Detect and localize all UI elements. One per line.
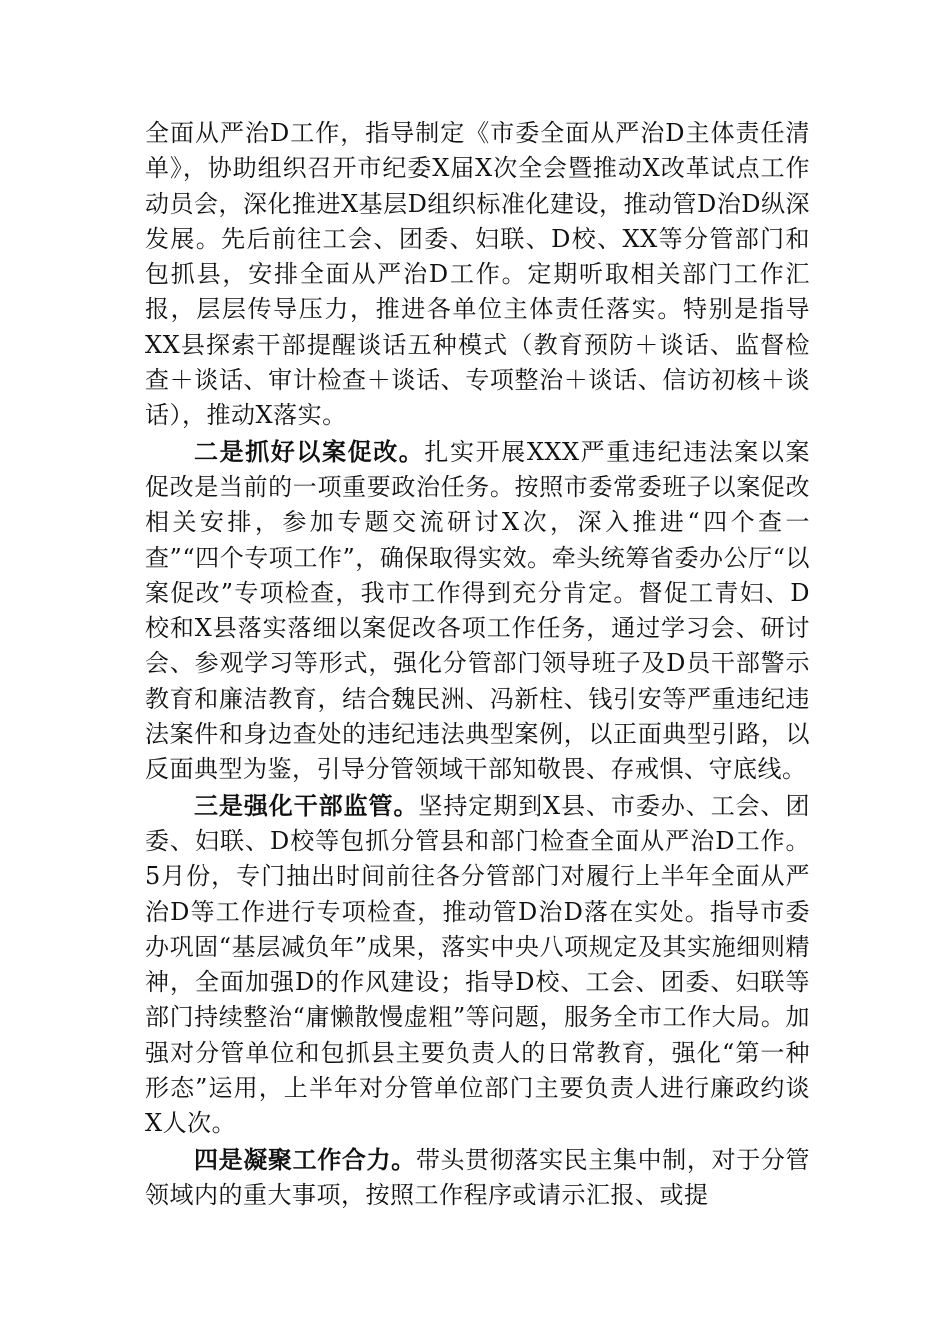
- document-page: [145, 116, 810, 1213]
- paragraph-text: 全面从严治D工作，指导制定《市委全面从严治D主体责任清单》，协助组织召开市纪委X届X次全会暨推动X改革试点工作动员会，深化推进X基层D组织标准化建设，推动管D治D纵深发展。先后前往工会、团委、妇联、D校、XX等分管部门和包抓县，安排全面从严治D工作。定期听取相关部门工作汇报，层层传导压力，推进各单位主体责任落实。特别是指导XX县探索干部提醒谈话五种模式（教育预防＋谈话、监督检查＋谈话、审计检查＋谈话、专项整治＋谈话、信访初核＋谈话），推动X落实。: [145, 119, 810, 430]
- paragraph-text: 坚持定期到X县、市委办、工会、团委、妇联、D校等包抓分管县和部门检查全面从严治D工作。5月份，专门抽出时间前往各分管部门对履行上半年全面从严治D等工作进行专项检查，推动管D治D落在实处。指导市委办巩固“基层减负年”成果，落实中央八项规定及其实施细则精神，全面加强D的作风建设；指导D校、工会、团委、妇联等部门持续整治“庸懒散慢虚粗”等问题，服务全市工作大局。加强对分管单位和包抓县主要负责人的日常教育，强化“第一种形态”运用，上半年对分管单位部门主要负责人进行廉政约谈X人次。: [145, 791, 810, 1138]
- paragraph-heading: 四是凝聚工作合力。: [194, 1144, 416, 1174]
- paragraph-text: 扎实开展XXX严重违纪违法案以案促改是当前的一项重要政治任务。按照市委常委班子以案促改相关安排，参加专题交流研讨X次，深入推进“四个查一查”“四个专项工作”，确保取得实效。牵头统筹省委办公厅“以案促改”专项检查，我市工作得到充分肯定。督促工青妇、D校和X县落实落细以案促改各项工作任务，通过学习会、研讨会、参观学习等形式，强化分管部门领导班子及D员干部警示教育和廉洁教育，结合魏民洲、冯新柱、钱引安等严重违纪违法案件和身边查处的违纪违法典型案例，以正面典型引路，以反面典型为鉴，引导分管领域干部知敬畏、存戒惧、守底线。: [145, 437, 810, 784]
- paragraph-text: 带头贯彻落实民主集中制，对于分管领域内的重大事项，按照工作程序或请示汇报、或提: [145, 1145, 810, 1209]
- paragraph-case-reform: [145, 434, 810, 788]
- paragraph-heading: 二是抓好以案促改。: [194, 436, 425, 466]
- paragraph-heading: 三是强化干部监管。: [194, 790, 419, 820]
- paragraph-work-synergy: [145, 1142, 810, 1214]
- paragraph-continuation: [145, 116, 810, 434]
- paragraph-cadre-supervision: [145, 788, 810, 1142]
